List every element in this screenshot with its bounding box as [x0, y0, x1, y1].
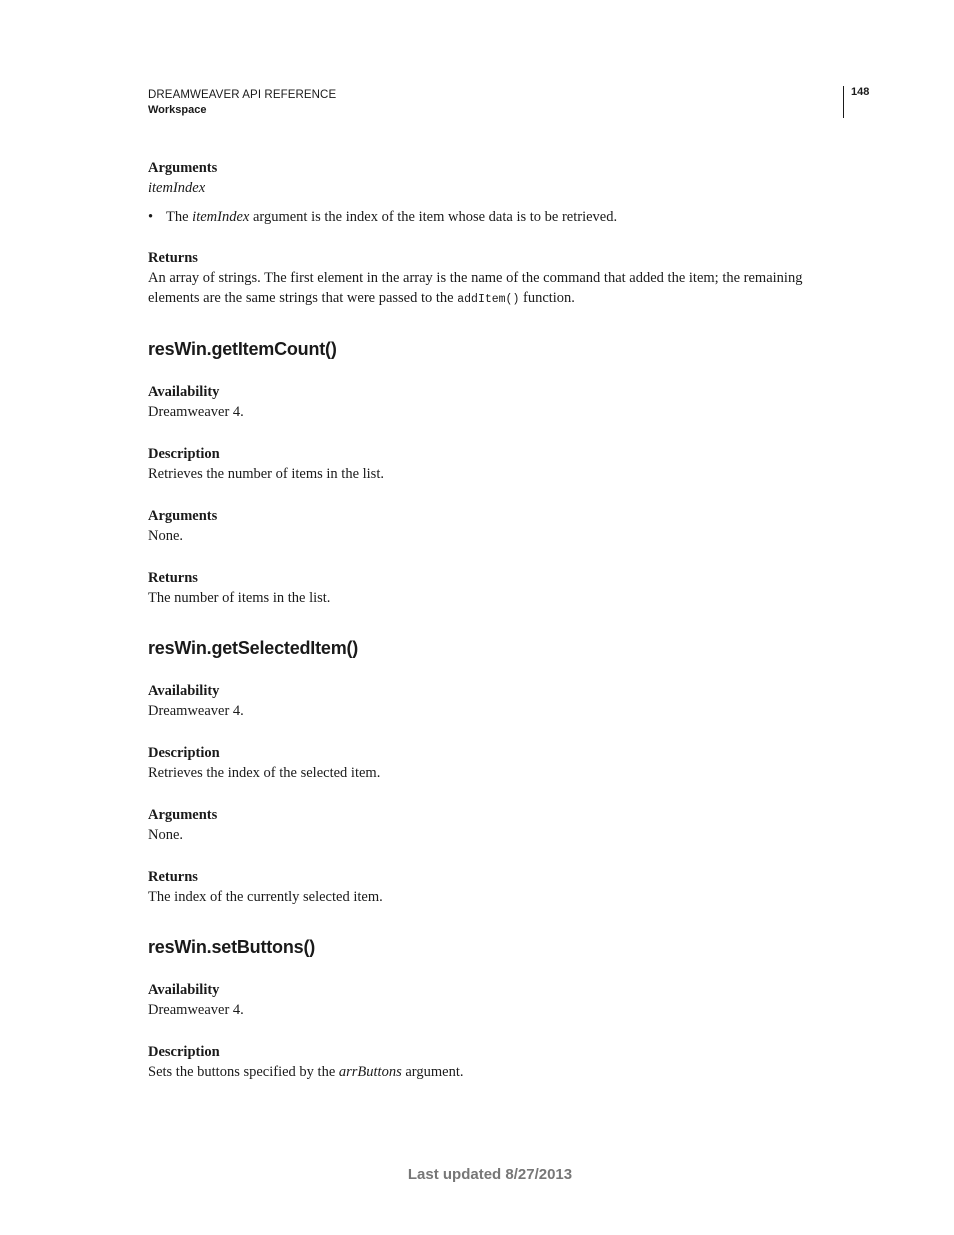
description-block	[148, 743, 828, 783]
availability-block	[148, 681, 828, 721]
availability-label: Availability	[148, 982, 220, 998]
section-name: Workspace	[148, 104, 207, 116]
description-value	[148, 1062, 828, 1082]
availability-value: Dreamweaver 4.	[148, 1002, 244, 1018]
returns-block	[148, 867, 828, 907]
returns-label: Returns	[148, 869, 198, 885]
running-header	[148, 88, 336, 118]
function-heading: resWin.getItemCount()	[148, 339, 337, 359]
returns-block	[148, 248, 828, 310]
description-label: Description	[148, 745, 220, 761]
availability-block	[148, 980, 828, 1020]
header-divider	[843, 86, 844, 118]
description-value: Retrieves the index of the selected item.	[148, 765, 381, 781]
availability-label: Availability	[148, 384, 220, 400]
arguments-block	[148, 805, 828, 845]
returns-line-1: An array of strings. The first element in the array is the name of the command that added the item; the remaining	[148, 270, 803, 286]
arguments-value: None.	[148, 827, 184, 843]
availability-block	[148, 382, 828, 422]
arguments-value: None.	[148, 528, 184, 544]
bullet-text-italic: itemIndex	[192, 209, 250, 225]
page-content	[148, 158, 828, 1082]
last-updated: Last updated 8/27/2013	[407, 1166, 573, 1183]
page-number: 148	[851, 86, 870, 98]
returns-code: addItem()	[457, 293, 520, 306]
description-pre: Sets the buttons specified by the	[148, 1064, 339, 1080]
document-title: DREAMWEAVER API REFERENCE	[148, 89, 337, 101]
arguments-label: Arguments	[148, 160, 218, 176]
bullet-text-post: argument is the index of the item whose data is to be retrieved.	[249, 209, 618, 225]
argument-bullet	[148, 207, 828, 227]
returns-block	[148, 568, 828, 608]
returns-label: Returns	[148, 250, 198, 266]
arguments-label: Arguments	[148, 807, 218, 823]
description-value: Retrieves the number of items in the list.	[148, 466, 384, 482]
description-block	[148, 444, 828, 484]
returns-value: The index of the currently selected item.	[148, 889, 383, 905]
page-footer	[0, 1166, 954, 1183]
availability-label: Availability	[148, 683, 220, 699]
returns-line-2-pre: elements are the same strings that were passed to the	[148, 290, 458, 306]
returns-line-2-post: function.	[519, 290, 575, 306]
bullet-icon: •	[148, 209, 154, 225]
function-heading: resWin.getSelectedItem()	[148, 638, 359, 658]
availability-value: Dreamweaver 4.	[148, 404, 244, 420]
availability-value: Dreamweaver 4.	[148, 703, 244, 719]
description-label: Description	[148, 1044, 220, 1060]
bullet-text-pre: The	[166, 209, 193, 225]
description-post: argument.	[401, 1064, 464, 1080]
description-label: Description	[148, 446, 220, 462]
function-heading: resWin.setButtons()	[148, 937, 316, 957]
arguments-block	[148, 506, 828, 546]
description-italic: arrButtons	[338, 1064, 402, 1080]
arguments-label: Arguments	[148, 508, 218, 524]
returns-value: The number of items in the list.	[148, 590, 331, 606]
arguments-value: itemIndex	[148, 180, 206, 196]
description-block	[148, 1042, 828, 1082]
returns-label: Returns	[148, 570, 198, 586]
returns-line-2	[148, 288, 828, 310]
